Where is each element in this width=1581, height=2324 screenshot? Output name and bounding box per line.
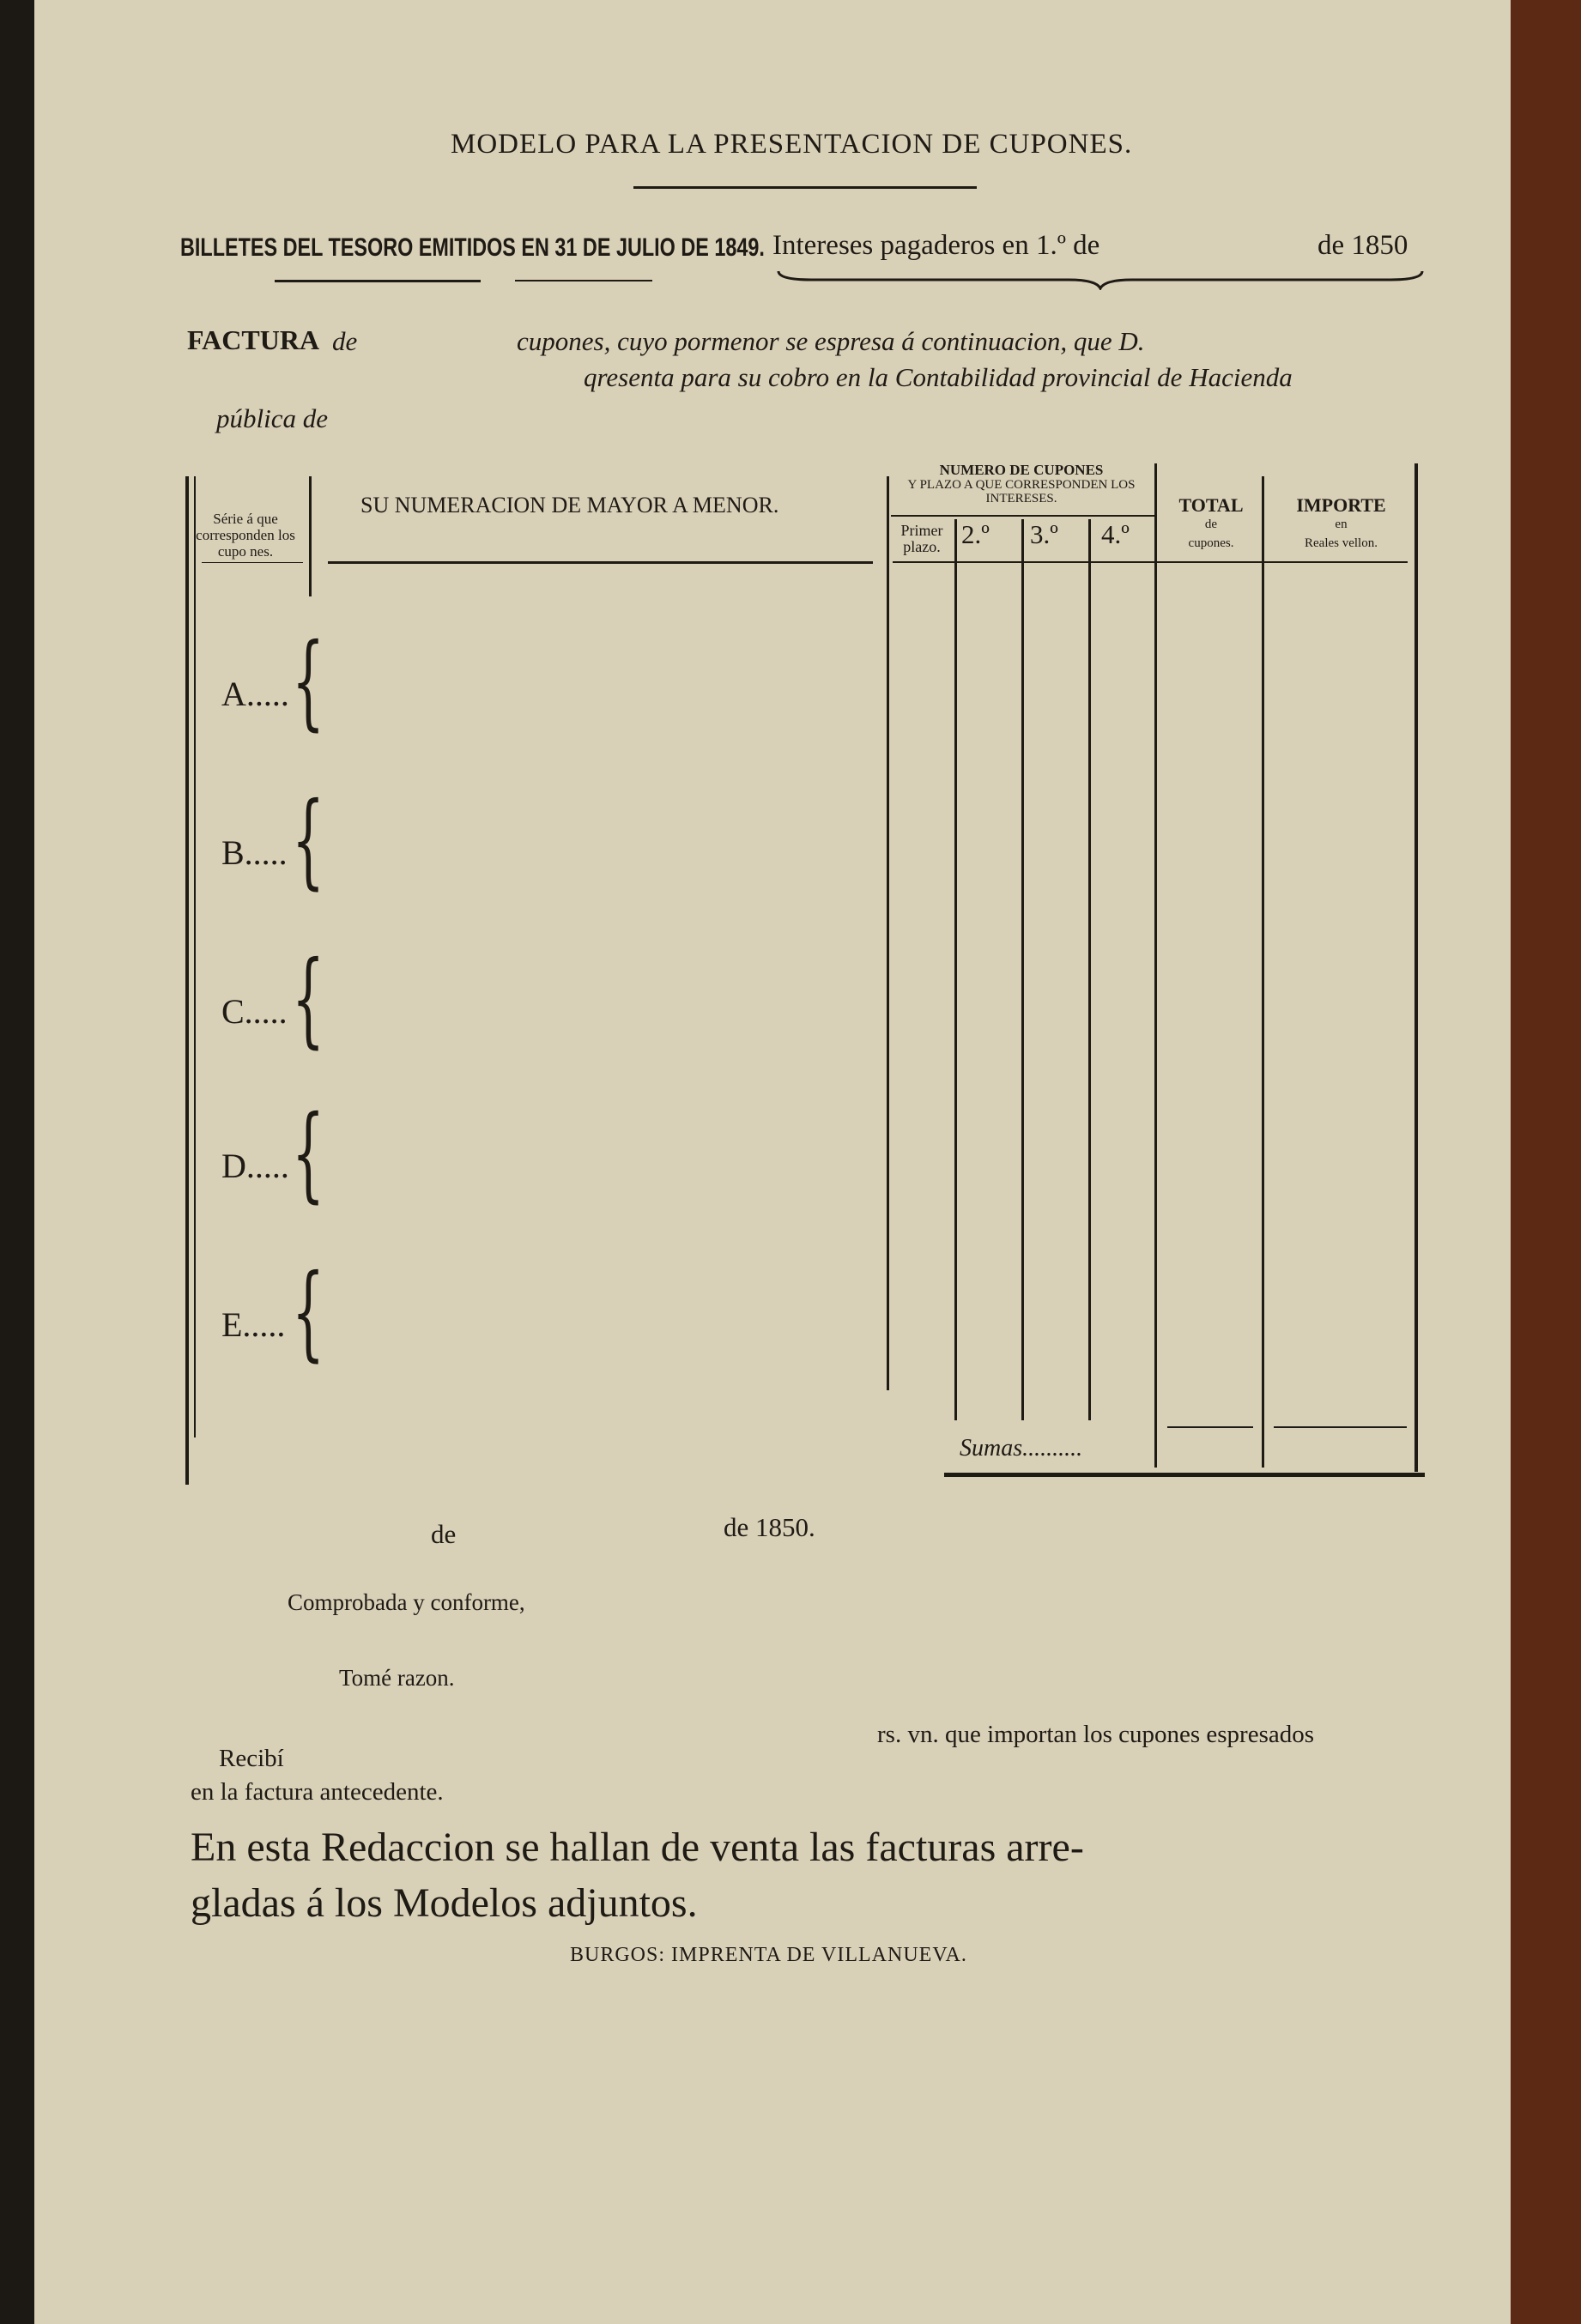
imprenta-text: BURGOS: IMPRENTA DE VILLANUEVA. [570, 1944, 967, 1966]
col-total-2: de [1204, 517, 1218, 531]
factura-label: FACTURA [187, 324, 320, 355]
numeracion-divider [887, 476, 889, 1390]
serie-e-label: E..... [221, 1305, 286, 1344]
billetes-rule [275, 280, 481, 282]
col-importe-1: IMPORTE [1296, 494, 1386, 516]
comprobada-text: Comprobada y conforme, [288, 1589, 525, 1615]
factura-text-c: pública de [216, 403, 328, 433]
serie-e-brace: { [292, 1253, 325, 1372]
rs-text: rs. vn. que importan los cupones espresados [877, 1721, 1315, 1748]
table-bottom-rule [944, 1473, 1425, 1477]
tome-razon-text: Tomé razon. [339, 1665, 455, 1691]
sumas-total-rule [1167, 1426, 1253, 1428]
notice-line-2: gladas á los Modelos adjuntos. [191, 1880, 698, 1926]
cupones-sub-rule [891, 515, 1154, 517]
col-cupones-title: NUMERO DE CUPONES [939, 462, 1104, 478]
col-serie-header: Série á que corresponden los cupo nes. [196, 511, 295, 560]
billetes-heading: BILLETES DEL TESORO EMITIDOS EN 31 DE JULIO DE 1849. [180, 233, 765, 262]
col-cupones-sub: Y PLAZO A QUE CORRESPONDEN LOS INTERESES. [907, 478, 1136, 505]
importe-divider [1262, 476, 1264, 1468]
factura-text-b: qresenta para su cobro en la Contabilidad provincial de Hacienda [584, 362, 1293, 392]
header-underline [893, 561, 1408, 563]
factura-de: de [332, 326, 358, 356]
page-title: MODELO PARA LA PRESENTACION DE CUPONES. [451, 129, 1133, 160]
table-left-border-inner [194, 476, 196, 1437]
table-left-border [185, 476, 189, 1485]
total-divider [1154, 463, 1157, 1468]
serie-d-label: D..... [221, 1147, 289, 1185]
serie-a-label: A..... [221, 675, 289, 713]
serie-c-label: C..... [221, 992, 288, 1031]
recibi-text: Recibí [219, 1745, 284, 1772]
plazo-divider-2 [1021, 519, 1024, 1420]
date-year: de 1850. [724, 1512, 815, 1542]
col-numeracion-header: SU NUMERACION DE MAYOR A MENOR. [360, 493, 779, 517]
en-factura-text: en la factura antecedente. [191, 1778, 444, 1806]
plazo-2-header: 2.º [961, 519, 990, 549]
col-cupones-header [893, 463, 1150, 505]
title-rule [633, 186, 977, 189]
intereses-text: Intereses pagaderos en 1.º de [772, 230, 1100, 261]
binding-edge [1511, 0, 1581, 2324]
factura-text-a: cupones, cuyo pormenor se espresa á continuacion, que D. [517, 326, 1145, 356]
col-importe-2: en [1335, 517, 1348, 531]
serie-c-brace: { [292, 940, 325, 1059]
numeracion-underline [328, 561, 873, 564]
plazo-primer-header: Primer plazo. [900, 522, 943, 555]
intereses-brace [777, 268, 1425, 290]
serie-b-brace: { [292, 781, 325, 900]
date-de: de [431, 1519, 457, 1549]
year-text: de 1850 [1318, 230, 1408, 261]
serie-d-brace: { [292, 1094, 325, 1213]
plazo-divider-1 [954, 519, 957, 1420]
table-right-border [1414, 463, 1418, 1472]
plazo-divider-3 [1088, 519, 1091, 1420]
serie-underline [202, 562, 303, 563]
plazo-3-header: 3.º [1030, 519, 1058, 549]
col-importe-header [1275, 496, 1408, 553]
serie-b-label: B..... [221, 833, 288, 872]
col-total-header [1160, 496, 1262, 553]
notice-line-1: En esta Redaccion se hallan de venta las facturas arre- [191, 1825, 1084, 1870]
sumas-importe-rule [1274, 1426, 1407, 1428]
serie-a-brace: { [292, 622, 325, 741]
col-total-1: TOTAL [1178, 494, 1244, 516]
plazo-4-header: 4.º [1101, 519, 1130, 549]
col-total-3: cupones. [1188, 536, 1234, 550]
serie-divider [309, 476, 312, 596]
billetes-rule-2 [515, 280, 652, 281]
col-importe-3: Reales vellon. [1305, 536, 1378, 550]
sumas-label: Sumas.......... [960, 1435, 1083, 1462]
